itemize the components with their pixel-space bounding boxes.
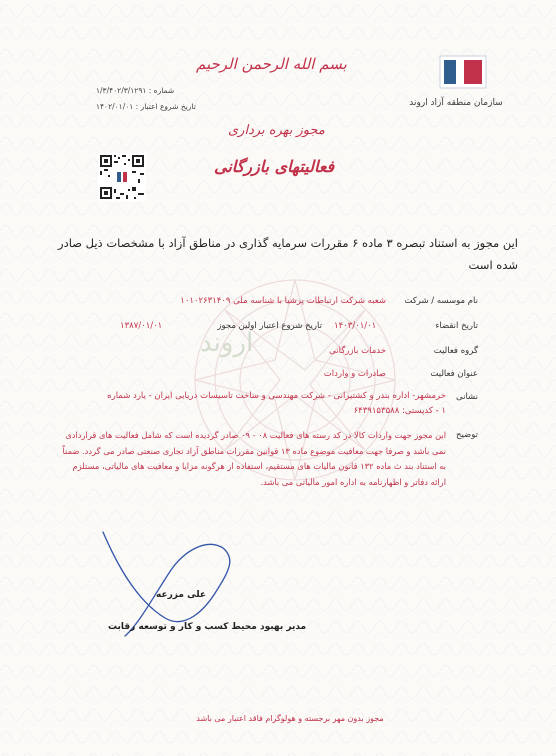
entity-label: نام موسسه / شرکت (404, 296, 478, 306)
activity-title-value: صادرات و واردات (323, 369, 386, 379)
watermark: اروند (200, 328, 254, 358)
arvand-logo-icon (434, 52, 492, 92)
license-number: شماره : ۱/۳/۴۰۲/۳/۱۲۹۱ (96, 86, 175, 95)
qr-code-icon (98, 153, 146, 201)
title-line-1: مجوز بهره برداری (228, 123, 325, 138)
expiry-label: تاریخ انقضاء (435, 321, 478, 331)
address-label: نشانی (456, 392, 478, 402)
basmala: بسم الله الرحمن الرحیم (196, 55, 347, 73)
notes-label: توضیح (455, 430, 478, 440)
notes-text: این مجوز جهت واردات کالا در کد رسته های فعالیت ۰۸ - ۰۹ صادر گردیده است که شامل فعالیت های قراردادی نمی باشد و صرفا جهت معافیت موضوع ماده ۱۳ قوانین مقررات مناطق آزاد تجاری صنعتی صادر می گردد. ضمناً به استناد بند ث ماده ۱۳۲ قانون مالیات های مستقیم، استفاده از هرگونه مزایا و معافیت های مالیاتی، مستلزم ارائه دفاتر و اظهارنامه به اداره امور مالیاتی می باشد. (62, 430, 446, 487)
signatory-title: مدیر بهبود محیط کسب و کار و توسعه رقابت (108, 622, 307, 632)
footer-note: مجوز بدون مهر برجسته و هولوگرام فاقد اعتبار می باشد (196, 714, 384, 723)
address-line-1: خرمشهر- اداره بندر و کشتیرانی - شرکت مهندسی و ساخت تاسیسات دریایی ایران - یارد شماره (107, 391, 446, 401)
activity-group-label: گروه فعالیت (433, 346, 478, 356)
first-license-value: ۱۳۸۷/۰۱/۰۱ (120, 321, 163, 331)
validity-start: تاریخ شروع اعتبار : ۱۴۰۲/۰۱/۰۱ (96, 102, 196, 111)
title-line-2: فعالیتهای بازرگانی (214, 157, 335, 176)
activity-title-label: عنوان فعالیت (430, 369, 478, 379)
address-line-2: ۱ - کدپستی: ۶۴۳۹۱۵۳۵۸۸ (353, 406, 446, 416)
intro-paragraph: این مجوز به استناد تبصره ۳ ماده ۶ مقررات سرمایه گذاری در مناطق آزاد با مشخصات ذیل صادر شده است (58, 236, 518, 272)
activity-group-value: خدمات بازرگانی (329, 346, 386, 356)
signatory-name: علی مزرعه (156, 590, 207, 600)
organization-name: سازمان منطقه آزاد اروند (409, 98, 503, 108)
expiry-value: ۱۴۰۳/۰۱/۰۱ (334, 321, 377, 331)
entity-value: شعبه شرکت ارتباطات پرشیا با شناسه ملی ۱۰۱۰۲۶۳۱۴۰۹ (180, 296, 386, 306)
first-license-label: تاریخ شروع اعتبار اولین مجوز (217, 321, 322, 331)
